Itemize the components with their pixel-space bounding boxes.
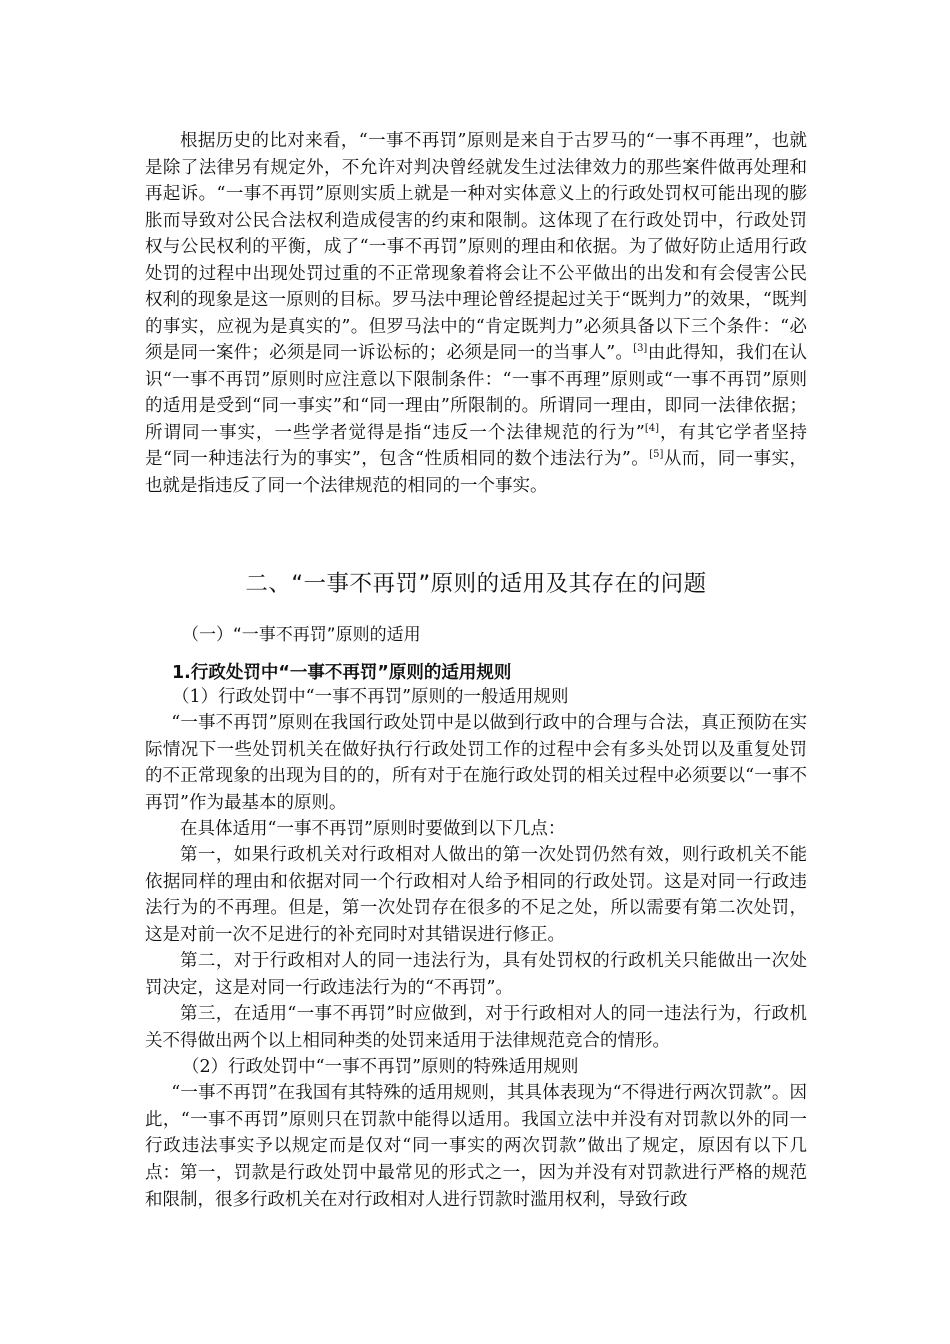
subsubsection-heading: 1.行政处罚中“一事不再罚”原则的适用规则 [172, 663, 512, 683]
intro-paragraph [145, 128, 807, 499]
section-heading: 二、“一事不再罚”原则的适用及其存在的问题 [245, 571, 707, 597]
paragraph-special-point-1: 第一，罚款是行政处罚中最常见的形式之一，因为并没有对罚款进行严格的规范和限制，很多行政机关在对行政相对人进行罚款时滥用权利，导致行政 [145, 1163, 807, 1210]
paragraph-general-rule: “一事不再罚”原则在我国行政处罚中是以做到行政中的合理与合法，真正预防在实际情况下一些处罚机关在做好执行行政处罚工作的过程中会有多头处罚以及重复处罚的不正常现象的出现为目的的，所有对于在施行政处罚的相关过程中必须要以“一事不再罚”作为最基本的原则。 [145, 713, 807, 813]
paragraph-special-rule: “一事不再罚”在我国有其特殊的适用规则，其具体表现为“不得进行两次罚款”。因此，“一事不再罚”原则只在罚款中能得以适用。我国立法中并没有对罚款以外的同一行政违法事实予以规定而是仅对“同一事实的两次罚款”做出了规定，原因有以下几点： [145, 1083, 807, 1183]
intro-text-d: 从而，同一事实，也就是指违反了同一个法律规范的相同的一个事实。 [145, 449, 807, 496]
paragraph-point-1: 第一，如果行政机关对行政相对人做出的第一次处罚仍然有效，则行政机关不能依据同样的理由和依据对同一个行政相对人给予相同的行政处罚。这是对同一行政违法行为的不再理。但是，第一次处罚存在很多的不足之处，所以需要有第二次处罚，这是对前一次不足进行的补充同时对其错误进行修正。 [145, 845, 807, 945]
footnote-ref-3[interactable]: [3] [633, 343, 648, 355]
footnote-ref-5[interactable]: [5] [649, 449, 664, 461]
rule-heading-general: （1）行政处罚中“一事不再罚”原则的一般适用规则 [172, 687, 569, 707]
intro-text-c: ，有其它学者坚持是“同一种违法行为的事实”，包含“性质相同的数个违法行为”。 [145, 422, 807, 469]
subsection-heading: （一）“一事不再罚”原则的适用 [182, 625, 421, 645]
footnote-ref-4[interactable]: [4] [644, 422, 660, 434]
intro-text-b: 由此得知，我们在认识“一事不再罚”原则时应注意以下限制条件：“一事不再理”原则或“一事不再罚”原则的适用是受到“同一事实”和“同一理由”所限制的。所谓同一理由，即同一法律依据；所谓同一事实，一些学者觉得是指“违反一个法律规范的行为” [145, 343, 808, 443]
intro-text-a: 根据历史的比对来看，“一事不再罚”原则是来自于古罗马的“一事不再理”，也就是除了法律另有规定外，不允许对判决曾经就发生过法律效力的那些案件做再处理和再起诉。“一事不再罚”原则实质上就是一种对实体意义上的行政处罚权可能出现的膨胀而导致对公民合法权利造成侵害的约束和限制。这体现了在行政处罚中，行政处罚权与公民权利的平衡，成了“一事不再罚”原则的理由和依据。为了做好防止适用行政处罚的过程中出现处罚过重的不正常现象着将会让不公平做出的出发和有会侵害公民权利的现象是这一原则的目标。罗马法中理论曾经提起过关于“既判力”的效果，“既判的事实，应视为是真实的”。但罗马法中的“肯定既判力”必须具备以下三个条件：“必须是同一案件；必须是同一诉讼标的；必须是同一的当事人”。 [145, 131, 807, 363]
paragraph-point-3: 第三，在适用“一事不再罚”时应做到，对于行政相对人的同一违法行为，行政机关不得做出两个以上相同种类的处罚来适用于法律规范竞合的情形。 [145, 1004, 807, 1051]
rule-heading-special: （2）行政处罚中“一事不再罚”原则的特殊适用规则 [182, 1057, 579, 1077]
paragraph-points-intro: 在具体适用“一事不再罚”原则时要做到以下几点： [180, 819, 566, 839]
paragraph-point-2: 第二，对于行政相对人的同一违法行为，具有处罚权的行政机关只能做出一次处罚决定，这是对同一行政违法行为的“不再罚”。 [145, 951, 807, 998]
